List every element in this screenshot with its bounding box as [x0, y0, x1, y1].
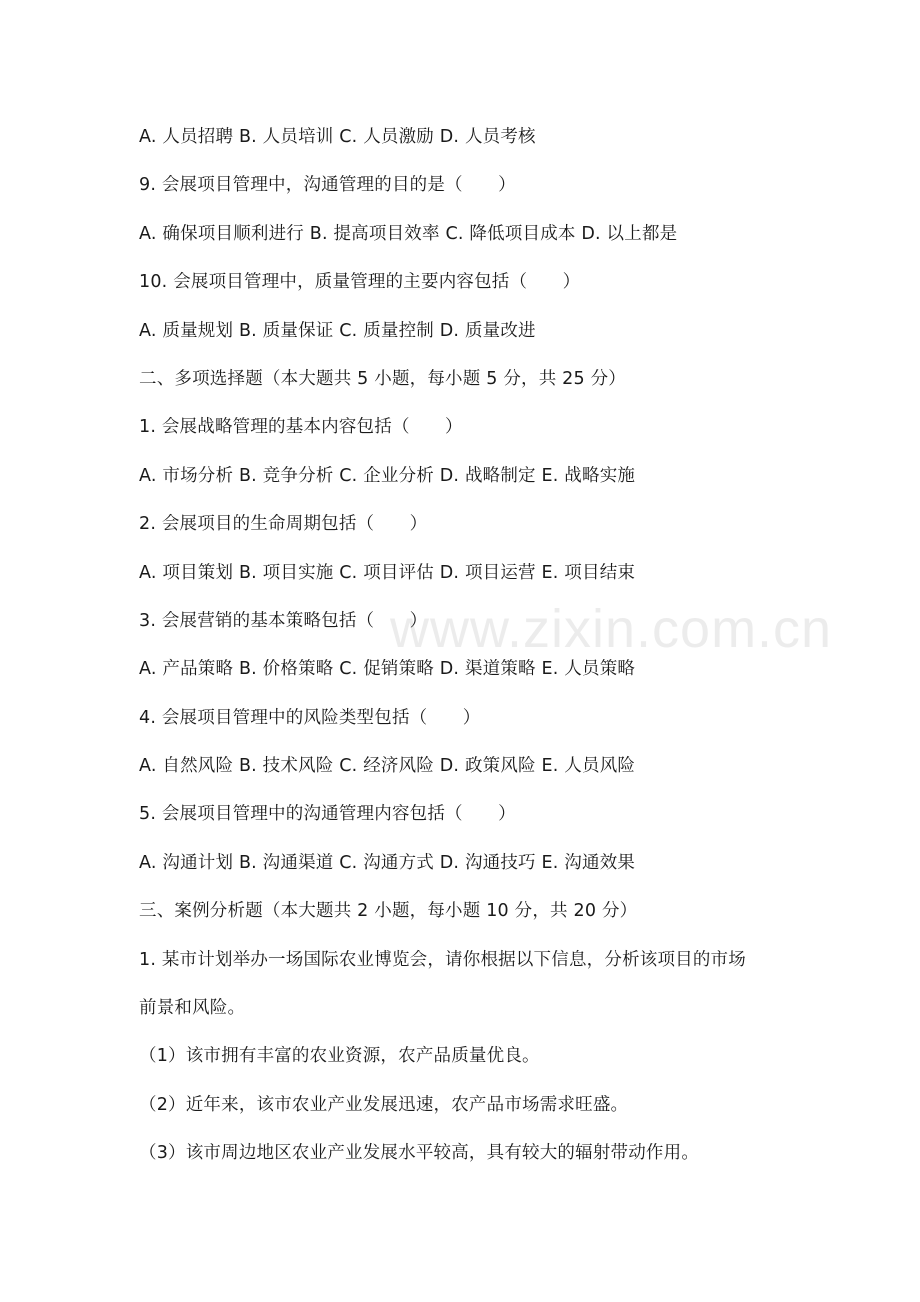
document-body: [139, 120, 799, 1185]
mc2-question: 2. 会展项目的生命周期包括（ ）: [139, 514, 428, 535]
case1-question: 1. 某市计划举办一场国际农业博览会，请你根据以下信息，分析该项目的市场: [139, 949, 746, 970]
q10-options: A. 质量规划 B. 质量保证 C. 质量控制 D. 质量改进: [139, 320, 536, 341]
case1-question-continued: 前景和风险。: [139, 998, 246, 1019]
mc1-options: A. 市场分析 B. 竞争分析 C. 企业分析 D. 战略制定 E. 战略实施: [139, 465, 636, 486]
case1-info-3: （3）该市周边地区农业产业发展水平较高，具有较大的辐射带动作用。: [139, 1143, 700, 1164]
mc5-options: A. 沟通计划 B. 沟通渠道 C. 沟通方式 D. 沟通技巧 E. 沟通效果: [139, 852, 636, 873]
section-heading-multiple-choice: 二、多项选择题（本大题共 5 小题，每小题 5 分，共 25 分）: [139, 368, 627, 389]
section-heading-case-analysis: 三、案例分析题（本大题共 2 小题，每小题 10 分，共 20 分）: [139, 901, 638, 922]
q8-options: A. 人员招聘 B. 人员培训 C. 人员激励 D. 人员考核: [139, 127, 536, 147]
mc1-question: 1. 会展战略管理的基本内容包括（ ）: [139, 417, 463, 438]
q10-question: 10. 会展项目管理中，质量管理的主要内容包括（ ）: [139, 272, 581, 293]
mc4-question: 4. 会展项目管理中的风险类型包括（ ）: [139, 707, 481, 728]
case1-info-2: （2）近年来，该市农业产业发展迅速，农产品市场需求旺盛。: [139, 1094, 629, 1115]
watermark: www.zixin.com.cn: [390, 599, 833, 659]
q9-options: A. 确保项目顺利进行 B. 提高项目效率 C. 降低项目成本 D. 以上都是: [139, 223, 678, 244]
mc4-options: A. 自然风险 B. 技术风险 C. 经济风险 D. 政策风险 E. 人员风险: [139, 756, 636, 777]
mc5-question: 5. 会展项目管理中的沟通管理内容包括（ ）: [139, 804, 516, 825]
mc3-options: A. 产品策略 B. 价格策略 C. 促销策略 D. 渠道策略 E. 人员策略: [139, 659, 636, 680]
q9-question: 9. 会展项目管理中，沟通管理的目的是（ ）: [139, 175, 516, 196]
mc3-question: 3. 会展营销的基本策略包括（ ）: [139, 610, 428, 631]
mc2-options: A. 项目策划 B. 项目实施 C. 项目评估 D. 项目运营 E. 项目结束: [139, 562, 636, 583]
case1-info-1: （1）该市拥有丰富的农业资源，农产品质量优良。: [139, 1046, 540, 1067]
